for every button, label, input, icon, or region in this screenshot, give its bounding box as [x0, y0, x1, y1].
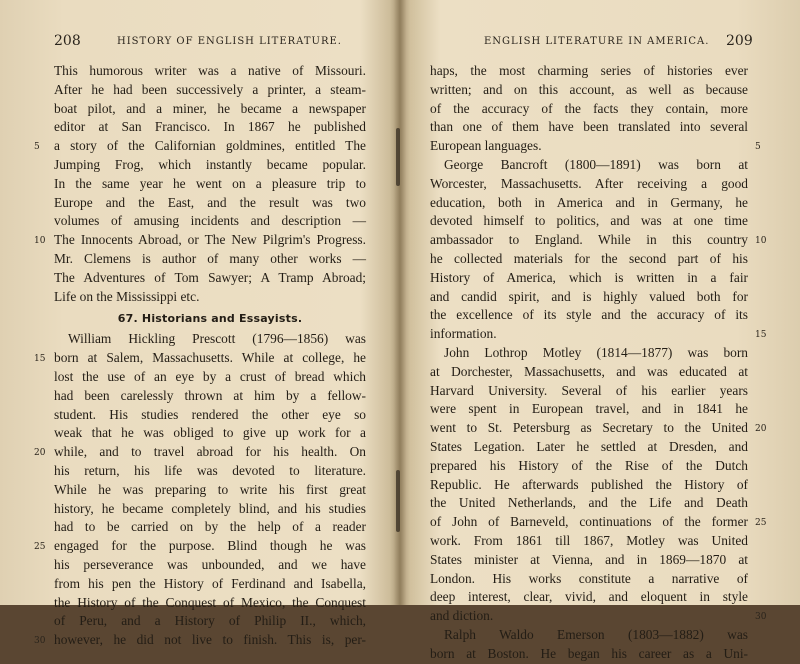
text-line: Mr. Clemens is author of many other works —: [54, 250, 366, 266]
text-line: work. From 1861 till 1867, Motley was United: [430, 532, 748, 548]
line-number-marker: 25: [755, 518, 767, 528]
text-line: of John of Barneveld, continuations of the former: [430, 514, 748, 530]
text-line: Republic. He afterwards published the History of: [430, 476, 748, 492]
running-head: HISTORY OF ENGLISH LITERATURE.: [117, 36, 342, 47]
text-line: from his pen the History of Ferdinand and Isabella,: [54, 575, 366, 591]
text-line: however, he did not live to finish. This is, per-: [54, 632, 366, 648]
text-line: deep interest, clear, vivid, and eloquent in style: [430, 589, 748, 605]
text-line: The Innocents Abroad, or The New Pilgrim's Progress.: [54, 232, 366, 248]
line-number-marker: 25: [34, 542, 46, 552]
text-line: had to be carried on by the help of a reader: [54, 519, 366, 535]
text-line: of Peru, and a History of Philip II., which,: [54, 613, 366, 629]
text-line: of the accuracy of the facts they contain, more: [430, 100, 748, 116]
text-line: the United Netherlands, and the Life and Death: [430, 495, 748, 511]
text-line: Life on the Mississippi etc.: [54, 288, 200, 304]
text-line: he collected materials for the second part of his: [430, 250, 748, 266]
text-line: Jumping Frog, which instantly became popular.: [54, 156, 366, 172]
text-line: born at Boston. He began his career as a Uni-: [430, 645, 748, 661]
text-line: John Lothrop Motley (1814—1877) was born: [444, 344, 748, 360]
line-number-marker: 20: [755, 424, 767, 434]
text-line: had been carelessly thrown at him by a fellow-: [54, 387, 366, 403]
text-line: were spent in European travel, and in 1841 he: [430, 401, 748, 417]
text-line: weak that he was obliged to give up work for a: [54, 425, 366, 441]
line-number-marker: 15: [755, 330, 767, 340]
page-number: 209: [726, 33, 753, 49]
text-line: born at Salem, Massachusetts. While at college, he: [54, 350, 366, 366]
running-head: ENGLISH LITERATURE IN AMERICA.: [484, 36, 710, 47]
text-line: States Legation. Later he settled at Dresden, and: [430, 438, 748, 454]
text-line: the excellence of its style and the accuracy of its: [430, 307, 748, 323]
line-number-marker: 15: [34, 354, 46, 364]
text-line: Europe and the East, and the result was two: [54, 194, 366, 210]
line-number-marker: 5: [755, 142, 761, 152]
text-line: George Bancroft (1800—1891) was born at: [444, 156, 748, 172]
text-line: prepared his History of the Rise of the Dutch: [430, 457, 748, 473]
text-line: London. His works constitute a narrative of: [430, 570, 748, 586]
text-line: boat pilot, and a miner, he became a newspaper: [54, 100, 366, 116]
text-line: History of America, which is written in a fair: [430, 269, 748, 285]
text-line: While he was preparing to write his first great: [54, 481, 366, 497]
text-line: After he had been successively a printer, a steam-: [54, 81, 366, 97]
right-page: [400, 0, 800, 661]
left-page: [0, 0, 400, 648]
page-body: [430, 62, 748, 664]
text-line: engaged for the purpose. Blind though he was: [54, 538, 366, 554]
section-heading: 67. Historians and Essayists.: [117, 312, 303, 326]
text-line: went to St. Petersburg as Secretary to the United: [430, 420, 748, 436]
text-line: information.: [430, 326, 497, 342]
line-number-marker: 10: [755, 236, 767, 246]
line-number-marker: 30: [755, 612, 767, 622]
text-line: while, and to travel abroad for his health. On: [54, 444, 366, 460]
text-line: a story of the Californian goldmines, entitled The: [54, 138, 366, 154]
page-body: [54, 62, 366, 650]
text-line: his perseverance was unbounded, and we have: [54, 556, 366, 572]
text-line: Harvard University. Several of his earlier years: [430, 382, 748, 398]
text-line: written; and on this account, as well as because: [430, 81, 748, 97]
text-line: editor at San Francisco. In 1867 he published: [54, 119, 366, 135]
text-line: and candid spirit, and is highly valued both for: [430, 288, 748, 304]
text-line: the History of the Conquest of Mexico, the Conquest: [54, 594, 366, 610]
text-line: European languages.: [430, 138, 542, 154]
text-line: student. His studies rendered the other eye so: [54, 406, 366, 422]
text-line: volumes of amusing incidents and description —: [54, 213, 366, 229]
text-line: than one of them have been translated into several: [430, 119, 748, 135]
text-line: lost the use of an eye by a crust of bread which: [54, 368, 366, 384]
line-number-marker: 20: [34, 448, 46, 458]
text-line: Ralph Waldo Emerson (1803—1882) was: [444, 626, 748, 642]
text-line: In the same year he went on a pleasure trip to: [54, 175, 366, 191]
text-line: and diction.: [430, 608, 494, 624]
text-line: education, both in America and in Germany, he: [430, 194, 748, 210]
text-line: Worcester, Massachusetts. After receiving a good: [430, 175, 748, 191]
text-line: William Hickling Prescott (1796—1856) was: [68, 331, 366, 347]
text-line: history, he became completely blind, and his studies: [54, 500, 366, 516]
text-line: This humorous writer was a native of Missouri.: [54, 63, 366, 78]
line-number-marker: 5: [34, 142, 40, 152]
line-number-marker: 30: [34, 636, 46, 646]
text-line: devoted himself to politics, and was at one time: [430, 213, 748, 229]
text-line: at Dorchester, Massachusetts, and was educated at: [430, 363, 748, 379]
text-line: ambassador to England. While in this country: [430, 232, 748, 248]
text-line: haps, the most charming series of histories ever: [430, 63, 748, 78]
text-line: his return, his life was devoted to literature.: [54, 462, 366, 478]
text-line: The Adventures of Tom Sawyer; A Tramp Abroad;: [54, 269, 366, 285]
line-number-marker: 10: [34, 236, 46, 246]
text-line: States minister at Vienna, and in 1869—1870 at: [430, 551, 748, 567]
page-number: 208: [54, 33, 81, 49]
